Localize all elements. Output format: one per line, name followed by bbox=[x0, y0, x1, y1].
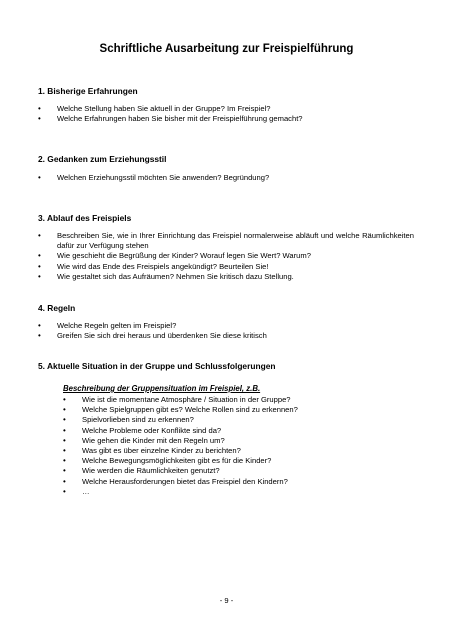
section-5-bullets bbox=[63, 395, 403, 497]
list-item: • Wie wird das Ende des Freispiels angekündigt? Beurteilen Sie! bbox=[38, 262, 414, 272]
page-title: Schriftliche Ausarbeitung zur Freispielführung bbox=[99, 43, 354, 55]
section-heading-1: 1. Bisherige Erfahrungen bbox=[38, 86, 138, 96]
section-1-bullets bbox=[38, 104, 414, 124]
page-number: - 9 - bbox=[219, 596, 234, 605]
list-item: • Welchen Erziehungsstil möchten Sie anwenden? Begründung? bbox=[38, 173, 414, 183]
list-item: • Welche Bewegungsmöglichkeiten gibt es für die Kinder? bbox=[63, 456, 403, 466]
section-heading-2: 2. Gedanken zum Erziehungsstil bbox=[38, 154, 167, 164]
section-5-subheading: Beschreibung der Gruppensituation im Freispiel, z.B. bbox=[63, 384, 261, 393]
list-item: • Welche Probleme oder Konflikte sind da? bbox=[63, 426, 403, 436]
list-item: • … bbox=[63, 487, 403, 497]
list-item: • Wie gestaltet sich das Aufräumen? Nehmen Sie kritisch dazu Stellung. bbox=[38, 272, 414, 282]
section-2-bullets bbox=[38, 173, 414, 183]
list-item: • Wie ist die momentane Atmosphäre / Situation in der Gruppe? bbox=[63, 395, 403, 405]
list-item: • Was gibt es über einzelne Kinder zu berichten? bbox=[63, 446, 403, 456]
list-item: • Beschreiben Sie, wie in Ihrer Einrichtung das Freispiel normalerweise abläuft und welche Räumlichkeiten dafür zur Verfügung stehen bbox=[38, 231, 414, 251]
section-3-bullets bbox=[38, 231, 414, 282]
list-item: • Welche Erfahrungen haben Sie bisher mit der Freispielführung gemacht? bbox=[38, 114, 414, 124]
section-heading-4: 4. Regeln bbox=[38, 303, 76, 313]
list-item: • Wie geschieht die Begrüßung der Kinder? Worauf legen Sie Wert? Warum? bbox=[38, 251, 414, 261]
list-item: • Welche Regeln gelten im Freispiel? bbox=[38, 321, 414, 331]
list-item: • Wie gehen die Kinder mit den Regeln um? bbox=[63, 436, 403, 446]
list-item: • Welche Stellung haben Sie aktuell in der Gruppe? Im Freispiel? bbox=[38, 104, 414, 114]
section-4-bullets bbox=[38, 321, 414, 341]
list-item: • Greifen Sie sich drei heraus und überdenken Sie diese kritisch bbox=[38, 331, 414, 341]
list-item: • Spielvorlieben sind zu erkennen? bbox=[63, 415, 403, 425]
list-item: • Welche Spielgruppen gibt es? Welche Rollen sind zu erkennen? bbox=[63, 405, 403, 415]
list-item: • Wie werden die Räumlichkeiten genutzt? bbox=[63, 466, 403, 476]
section-heading-5: 5. Aktuelle Situation in der Gruppe und Schlussfolgerungen bbox=[38, 361, 276, 371]
section-heading-3: 3. Ablauf des Freispiels bbox=[38, 213, 132, 223]
list-item: • Welche Herausforderungen bietet das Freispiel den Kindern? bbox=[63, 477, 403, 487]
